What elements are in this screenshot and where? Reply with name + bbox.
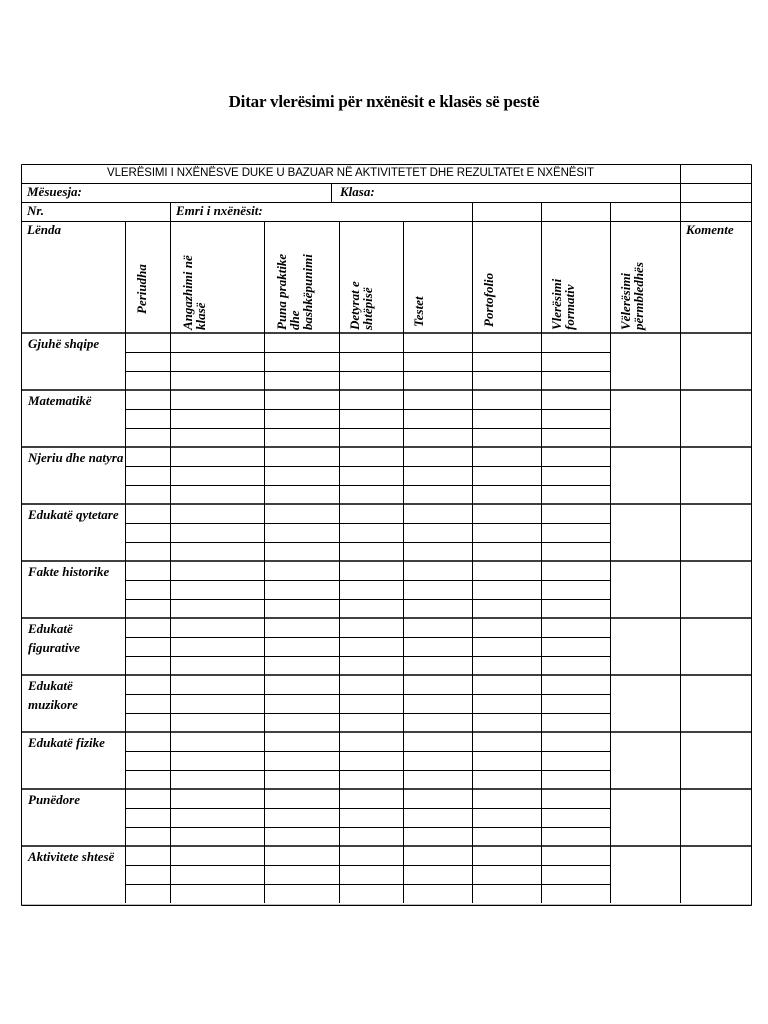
subject-label: Aktivitete shtesë	[28, 849, 115, 864]
subject-header: Lënda	[27, 222, 61, 237]
subject-label: Edukatë muzikore	[28, 678, 78, 712]
column-header-testet: Testet	[411, 296, 426, 327]
student-name-label: Emri i nxënësit:	[176, 203, 263, 218]
column-header-puna-praktike: Puna praktike dhe bashkëpunimi	[274, 253, 315, 330]
subject-label: Fakte historike	[28, 564, 110, 579]
comments-header: Komente	[686, 222, 734, 237]
column-header-periudha: Periudha	[134, 264, 149, 314]
teacher-label: Mësuesja:	[27, 184, 82, 199]
subject-label: Edukatë fizike	[28, 735, 105, 750]
table-banner: VLERËSIMI I NXËNËSVE DUKE U BAZUAR NË AKTIVITETET DHE REZULTATEt E NXËNËSIT	[107, 167, 594, 179]
subject-label: Gjuhë shqipe	[28, 336, 100, 351]
column-header-portofolio: Portofolio	[481, 272, 496, 327]
number-label: Nr.	[27, 203, 44, 218]
class-label: Klasa:	[340, 184, 375, 199]
assessment-table	[21, 164, 752, 906]
subject-label: Punëdore	[28, 792, 80, 807]
subject-label: Edukatë qytetare	[28, 507, 119, 522]
column-header-vleresimi-permbledhes: Vëlerësimi përmbledhës	[618, 262, 646, 330]
column-header-detyrat: Detyrat e shtëpisë	[347, 281, 375, 330]
column-header-angazhimi: Angazhimi në klasë	[180, 255, 208, 330]
page-title: Ditar vlerësimi për nxënësit e klasës së pestë	[228, 92, 540, 111]
subject-label: Edukatë figurative	[28, 621, 80, 655]
subject-label: Matematikë	[28, 393, 92, 408]
column-header-vleresimi-formativ: Vlerësimi formativ	[549, 278, 577, 330]
subject-label: Njeriu dhe natyra	[28, 450, 124, 465]
